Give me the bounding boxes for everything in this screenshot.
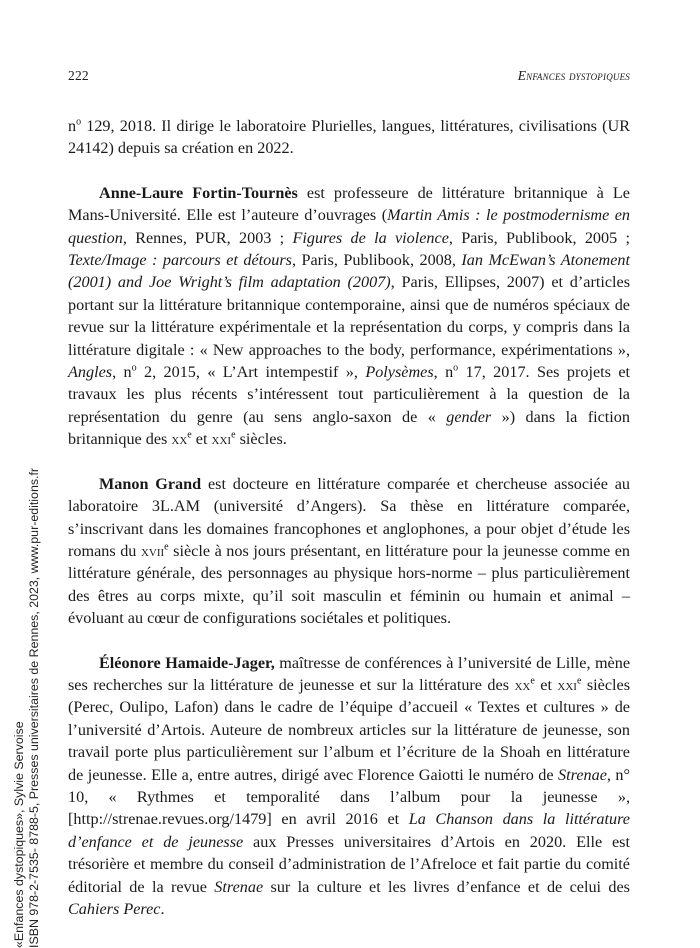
page-body (68, 115, 630, 920)
page-number: 222 (68, 68, 89, 83)
paragraph-continuation: $n^o$ 129, 2018. Il dirige le laboratoire Plurielles, langues, littératures, civilisations (UR 24142) depuis sa création en 2022. (68, 116, 630, 158)
page-header (68, 60, 630, 84)
bio-fortin-tournes: Anne-Laure Fortin-Tournès est professeure de littérature britannique à Le Mans-Université. Elle est l’auteure d’ouvrages (Martin Amis : le postmodernisme en question, Rennes, PUR, 2003 ; Figures de la violence, Paris, Publibook, 2005 ; Texte/Image : parcours et détours, Paris, Publibook, 2008, Ian McEwan’s Atonement (2001) and Joe Wright’s film adaptation (2007), Paris, Ellipses, 2007) et d’articles portant sur la littérature britannique contemporaine, ainsi que de numéros spéciaux de revue sur la littérature expérimentale et la représentation du corps, y compris dans la littérature digitale : « New approaches to the body, performance, expérimentations », Angles, $n^o$ 2, 2015, « L’Art intempestif », Polysèmes, $n^o$ 17, 2017. Ses projets et travaux les plus récents s’intéressent tout particulièrement à la question de la représentation du genre (au sens anglo-saxon de « gender ») dans la fiction britannique des $xx^e$ et xxi$^e$ siècles. (68, 183, 631, 449)
bio-hamaide-jager: Éléonore Hamaide-Jager, maîtresse de conférences à l’université de Lille, mène ses recherches sur la littérature de jeunesse et sur la littérature des $xx^e$ et xxi$^e$ siècles (Perec, Oulipo, Lafon) dans le cadre de l’équipe d’accueil « Textes et cultures » de l’université d’Artois. Auteure de nombreux articles sur la littérature de jeunesse, son travail porte plus particulièrement sur l’album et l’écriture de la Shoah en littérature de jeunesse. Elle a, entre autres, dirigé avec Florence Gaiotti le numéro de Strenae, n° 10, « Rythmes et temporalité dans l’album pour la jeunesse », [http://strenae.revues.org/1479] en avril 2016 et La Chanson dans la littérature d’enfance et de jeunesse aux Presses universitaires d’Artois en 2020. Elle est trésorière et membre du conseil d’administration de l’Afreloce et fait partie du comité éditorial de la revue Strenae sur la culture et les livres d’enfance et de celui des Cahiers Perec. (68, 653, 631, 918)
running-title: Enfances dystopiques (517, 68, 630, 83)
sidebar-line-title: «Enfances dystopiques», Sylvie Servoise (12, 721, 26, 948)
author-name: Manon Grand (99, 474, 202, 493)
bio-grand: Manon Grand est docteure en littérature comparée et chercheuse associée au laboratoire 3L.AM (université d’Angers). Sa thèse en littérature comparée, s’inscrivant dans les domaines francophones et anglophones, a pour objet d’étude les romans du xvii$^e$ siècle à nos jours présentant, en littérature pour la jeunesse comme en littérature générale, des personnages au physique hors-norme – plus particulièrement des êtres au corps mixte, qu’il soit masculin et féminin ou humain et animal – évoluant au cœur de configurations sociétales et politiques. (68, 474, 631, 628)
author-name: Anne-Laure Fortin-Tournès (99, 183, 298, 202)
author-name: Éléonore Hamaide-Jager, (99, 653, 275, 672)
sidebar-line-isbn: ISBN 978-2-7535- 8788-5, Presses universitaires de Rennes, 2023, www.pur-editions.fr (26, 467, 41, 948)
copyright-sidebar (12, 388, 41, 948)
